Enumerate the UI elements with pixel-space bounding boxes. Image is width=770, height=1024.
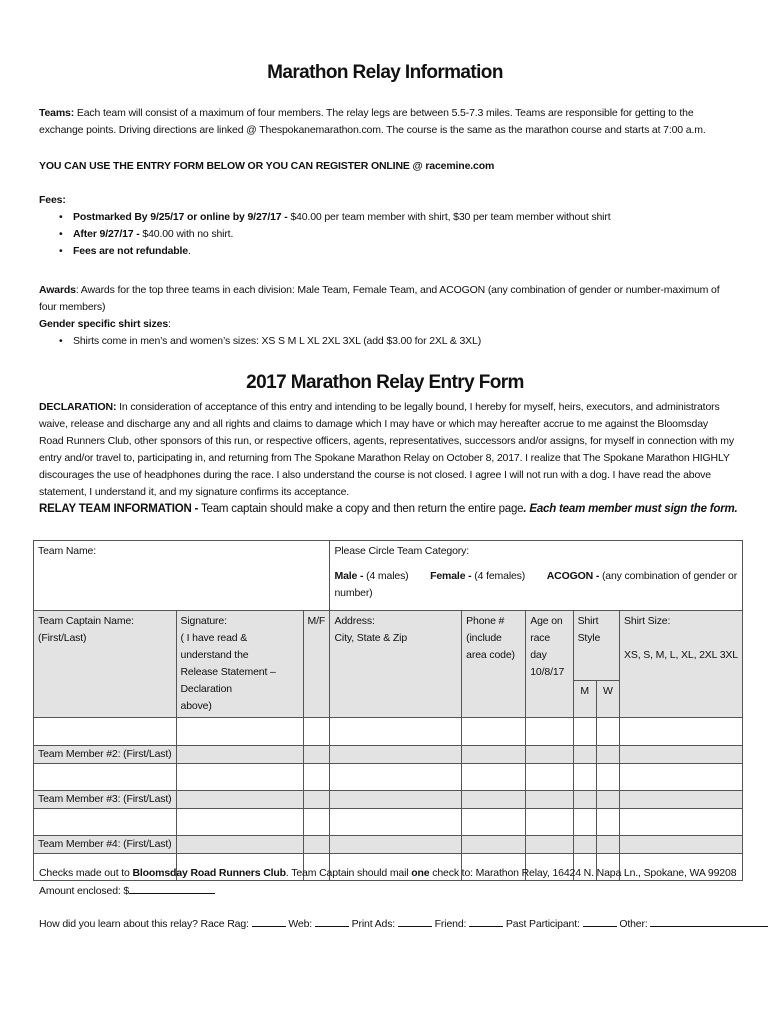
member3-shirt-size[interactable] [620, 809, 743, 836]
relay-info-label: RELAY TEAM INFORMATION - [39, 503, 199, 515]
relay-info-bold-end: . Each team member must sign the form. [523, 503, 738, 515]
mf-header: M/F [303, 611, 330, 718]
captain-name-input[interactable] [34, 718, 177, 746]
teams-paragraph [39, 105, 739, 139]
checks-middle: . Team Captain should mail [285, 867, 412, 879]
member2-phone-input[interactable] [462, 764, 526, 791]
amount-field[interactable] [129, 883, 215, 894]
checks-one: one [411, 867, 430, 879]
how-learn-line [39, 916, 749, 933]
awards-paragraph [39, 282, 739, 316]
web-field[interactable] [315, 916, 349, 927]
member3-address-input[interactable] [330, 809, 462, 836]
fee-item-text: $40.00 with no shirt. [139, 228, 234, 240]
other-label: Other: [619, 918, 648, 930]
category-female[interactable]: Female - (4 females) [430, 570, 526, 582]
member4-label: Team Member #4: (First/Last) [34, 836, 177, 854]
friend-field[interactable] [469, 916, 503, 927]
awards-label: Awards [39, 284, 76, 296]
member2-shirt-size[interactable] [620, 764, 743, 791]
signature-header: Signature: ( I have read & understand the Release Statement – Declaration above) [176, 611, 303, 718]
team-category-cell [330, 541, 743, 611]
member2-mf-input[interactable] [303, 764, 330, 791]
teams-text: Each team will consist of a maximum of four members. The relay legs are between 5.5-7.3 miles. Teams are responsible for getting to the exchange points. Driving directions are linked @ Thespokanemarathon.com. The course is the same as the marathon course and starts at 7:00 a.m. [39, 107, 706, 136]
fees-label: Fees: [39, 194, 66, 206]
relay-info-text: Team captain should make a copy and then return the entire page [198, 503, 524, 515]
entry-table [33, 540, 743, 881]
shirt-style-m: M [573, 681, 596, 718]
captain-shirt-size[interactable] [620, 718, 743, 746]
captain-phone-input[interactable] [462, 718, 526, 746]
checks-line [39, 865, 739, 882]
checks-club: Bloomsday Road Runners Club [132, 867, 286, 879]
shirt-size-header: Shirt Size: XS, S, M, L, XL, 2XL 3XL [620, 611, 743, 718]
team-name-label: Team Name: [38, 545, 97, 557]
other-field[interactable] [650, 916, 768, 927]
member2-signature-input[interactable] [176, 764, 303, 791]
declaration-text: In consideration of acceptance of this entry and intending to be legally bound, I hereby for myself, heirs, executors, and administrators waive, release and discharge any and all rights and claims to damage which I may have or which may hereafter accrue to me against the Bloomsday Road Runners Club, other sponsors of this run, or respective officers, agents, representatives, successors and/or assigns, for myself in connection with my entry and/or travel to, participating in, and returning from The Spokane Marathon Relay on October 8, 2017. I realize that The Spokane Marathon HIGHLY discourages the use of headphones during the race. I also understand the course is not closed. I agree I will not run with a dog. I have read the above statement, I understand it, and my signature confirms its acceptance. [39, 401, 734, 498]
fees-list [39, 209, 739, 260]
member3-shirt-w[interactable] [596, 809, 619, 836]
member3-shirt-m[interactable] [573, 809, 596, 836]
fee-item-bold: Fees are not refundable [73, 245, 188, 257]
captain-header: Team Captain Name: (First/Last) [34, 611, 177, 718]
fee-item [39, 243, 739, 260]
entry-form-title: 2017 Marathon Relay Entry Form [246, 372, 524, 393]
fee-item [39, 209, 739, 226]
member2-shirt-m[interactable] [573, 764, 596, 791]
amount-line [39, 883, 739, 900]
age-header: Age on race day 10/8/17 [526, 611, 573, 718]
captain-age-input[interactable] [526, 718, 573, 746]
address-header: Address: City, State & Zip [330, 611, 462, 718]
friend-label: Friend: [434, 918, 467, 930]
fee-item-text: $40.00 per team member with shirt, $30 per team member without shirt [287, 211, 611, 223]
gender-section [39, 316, 739, 350]
relay-info-line [39, 503, 739, 515]
declaration-label: DECLARATION: [39, 401, 117, 413]
member2-shirt-w[interactable] [596, 764, 619, 791]
register-notice: YOU CAN USE THE ENTRY FORM BELOW OR YOU CAN REGISTER ONLINE @ racemine.com [39, 160, 495, 172]
amount-label: Amount enclosed: $ [39, 885, 130, 897]
team-name-field[interactable] [34, 541, 330, 611]
fee-item-bold: Postmarked By 9/25/17 or online by 9/27/17 - [73, 211, 288, 223]
member3-name-input[interactable] [34, 809, 177, 836]
fee-item-text: . [188, 245, 191, 257]
fee-item-bold: After 9/27/17 - [73, 228, 140, 240]
member2-name-input[interactable] [34, 764, 177, 791]
shirt-sizes-item: • Shirts come in men’s and women’s sizes: XS S M L XL 2XL 3XL (add $3.00 for 2XL & 3XL) [39, 333, 739, 350]
member3-label: Team Member #3: (First/Last) [34, 791, 177, 809]
category-male[interactable]: Male - (4 males) [334, 570, 409, 582]
print-ads-field[interactable] [398, 916, 432, 927]
page-title: Marathon Relay Information [267, 62, 503, 83]
member3-age-input[interactable] [526, 809, 573, 836]
past-participant-label: Past Participant: [505, 918, 580, 930]
captain-shirt-w[interactable] [596, 718, 619, 746]
fee-item [39, 226, 739, 243]
declaration-paragraph [39, 399, 734, 501]
member2-age-input[interactable] [526, 764, 573, 791]
member2-label: Team Member #2: (First/Last) [34, 746, 177, 764]
gender-colon: : [168, 318, 171, 330]
captain-address-input[interactable] [330, 718, 462, 746]
shirt-style-header: Shirt Style [573, 611, 619, 681]
shirt-list [39, 333, 739, 350]
teams-label: Teams: [39, 107, 75, 119]
member3-mf-input[interactable] [303, 809, 330, 836]
how-label: How did you learn about this relay? Race Rag: [39, 918, 249, 930]
circle-category-label: Please Circle Team Category: [334, 545, 469, 557]
category-acogon[interactable]: ACOGON - (any combination of gender or number) [334, 570, 738, 599]
member2-address-input[interactable] [330, 764, 462, 791]
captain-shirt-m[interactable] [573, 718, 596, 746]
phone-header: Phone # (include area code) [462, 611, 526, 718]
captain-signature-input[interactable] [176, 718, 303, 746]
member3-phone-input[interactable] [462, 809, 526, 836]
member3-signature-input[interactable] [176, 809, 303, 836]
fees-section [39, 192, 739, 260]
web-label: Web: [288, 918, 313, 930]
captain-mf-input[interactable] [303, 718, 330, 746]
shirt-style-w: W [596, 681, 619, 718]
print-ads-label: Print Ads: [351, 918, 396, 930]
checks-suffix: check to: Marathon Relay, 16424 N. Napa Ln., Spokane, WA 99208 [429, 867, 737, 879]
checks-prefix: Checks made out to [39, 867, 133, 879]
awards-text: : Awards for the top three teams in each division: Male Team, Female Team, and ACOGON (any combination of gender or number-maximum of four members) [39, 284, 720, 313]
past-participant-field[interactable] [583, 916, 617, 927]
race-rag-field[interactable] [252, 916, 286, 927]
gender-label: Gender specific shirt sizes [39, 318, 169, 330]
